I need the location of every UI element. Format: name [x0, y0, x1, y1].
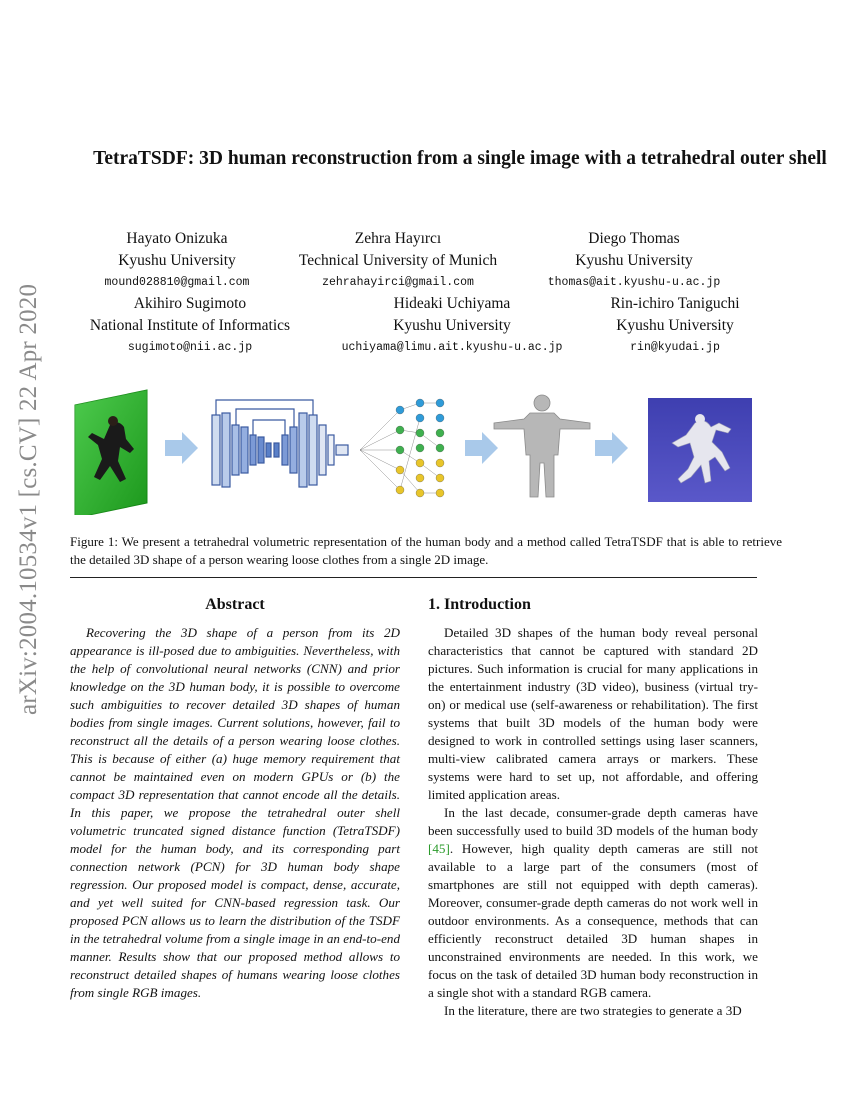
author-name: Diego Thomas — [588, 230, 680, 247]
paragraph-text: . However, high quality depth cameras are still not available to a large part of the consumers (most of smartphones are still not equipped with depth cameras). Moreover, consumer-grade depth cameras do not work well in outdoor environments. As a consequence, methods that can efficiently reconstruct detailed 3D human shapes in unconstrained environments are needed. In this work, we focus on the task of detailed 3D human body reconstruction in a single shot with a standard RGB camera. — [428, 841, 758, 1000]
author-email: zehrahayirci@gmail.com — [322, 276, 474, 289]
author-email: uchiyama@limu.ait.kyushu-u.ac.jp — [341, 341, 563, 354]
abstract-heading: Abstract — [205, 596, 265, 613]
author-affiliation: Kyushu University — [393, 317, 511, 334]
author-block — [540, 293, 810, 354]
author-name: Hideaki Uchiyama — [393, 295, 511, 312]
author-name: Hayato Onizuka — [126, 230, 228, 247]
author-affiliation: Technical University of Munich — [298, 252, 498, 269]
author-block — [55, 293, 325, 354]
author-name: Akihiro Sugimoto — [133, 295, 247, 312]
abstract-body: Recovering the 3D shape of a person from its 2D appearance is ill-posed due to ambiguities. Nevertheless, with the help of convolutional neural networks (CNN) and prior knowledge on the 3D human body, it is possible to overcome such ambiguities to recover detailed 3D shapes of human bodies from single images. Current solutions, however, fail to reconstruct all the details of a person wearing loose clothes. This is because of either (a) huge memory requirement that cannot be maintained even on modern GPUs or (b) the compact 3D representation that cannot encode all the details. In this paper, we propose the tetrahedral outer shell volumetric truncated signed distance function (TetraTSDF) model for the human body, and its corresponding part connection network (PCN) for 3D human body shape regression. Our proposed model is compact, dense, accurate, and yet well suited for CNN-based regression task. Our proposed PCN allows us to learn the distribution of the TSDF in the tetrahedral volume from a single image in an end-to-end manner. Results show that our proposed method allows to reconstruct detailed shapes of humans wearing loose clothes from single RGB images. — [70, 625, 400, 1000]
output-reconstruction-icon — [648, 398, 752, 502]
input-photo — [75, 390, 147, 515]
arrow-icon — [595, 432, 628, 464]
tetrahedral-body-template-icon — [494, 395, 590, 497]
author-affiliation: Kyushu University — [118, 252, 236, 269]
author-block — [499, 228, 769, 289]
arrow-icon — [165, 432, 198, 464]
introduction-paragraph: In the literature, there are two strategies to generate a 3D — [444, 1003, 742, 1018]
introduction-heading: 1. Introduction — [428, 596, 531, 613]
citation-link[interactable]: [45] — [428, 841, 450, 856]
teaser-figure — [60, 385, 790, 515]
abstract-column — [70, 594, 400, 1002]
author-email: sugimoto@nii.ac.jp — [127, 341, 253, 354]
author-name: Rin-ichiro Taniguchi — [610, 295, 740, 312]
cnn-diagram-icon — [212, 400, 348, 487]
author-affiliation: Kyushu University — [616, 317, 734, 334]
author-name: Zehra Hayırcı — [354, 230, 442, 247]
section-divider — [70, 577, 757, 578]
author-email: mound028810@gmail.com — [104, 276, 250, 289]
figure-caption: Figure 1: We present a tetrahedral volumetric representation of the human body and a method called TetraTSDF that is able to retrieve the detailed 3D shape of a person wearing loose clothes from a single 2D image. — [70, 534, 782, 567]
introduction-paragraph — [428, 804, 758, 1002]
author-affiliation: National Institute of Informatics — [89, 317, 291, 334]
paper-title: TetraTSDF: 3D human reconstruction from a single image with a tetrahedral outer shell — [93, 148, 827, 169]
author-block — [263, 228, 533, 289]
author-affiliation: Kyushu University — [575, 252, 693, 269]
paragraph-text: In the last decade, consumer-grade depth cameras have been successfully used to build 3D models of the human body — [428, 805, 758, 838]
introduction-column — [428, 594, 758, 1020]
arxiv-stamp: arXiv:2004.10534v1 [cs.CV] 22 Apr 2020 — [15, 283, 42, 715]
introduction-paragraph: Detailed 3D shapes of the human body reveal personal characteristics that cannot be captured with standard 2D pictures. Such information is crucial for many applications in the entertainment industry (3D video), business (virtual try-on) or medical use (self-awareness or rehabilitation). The first systems that built 3D models of the human body were designed to work in controlled settings using laser scanners, multi-view calibrated camera arrays or markers. These systems were hard to set up, not affordable, and offering limited application areas. — [428, 625, 758, 802]
arrow-icon — [465, 432, 498, 464]
author-email: thomas@ait.kyushu-u.ac.jp — [547, 276, 721, 289]
author-email: rin@kyudai.jp — [630, 341, 720, 354]
fully-connected-layers-icon — [360, 399, 444, 497]
